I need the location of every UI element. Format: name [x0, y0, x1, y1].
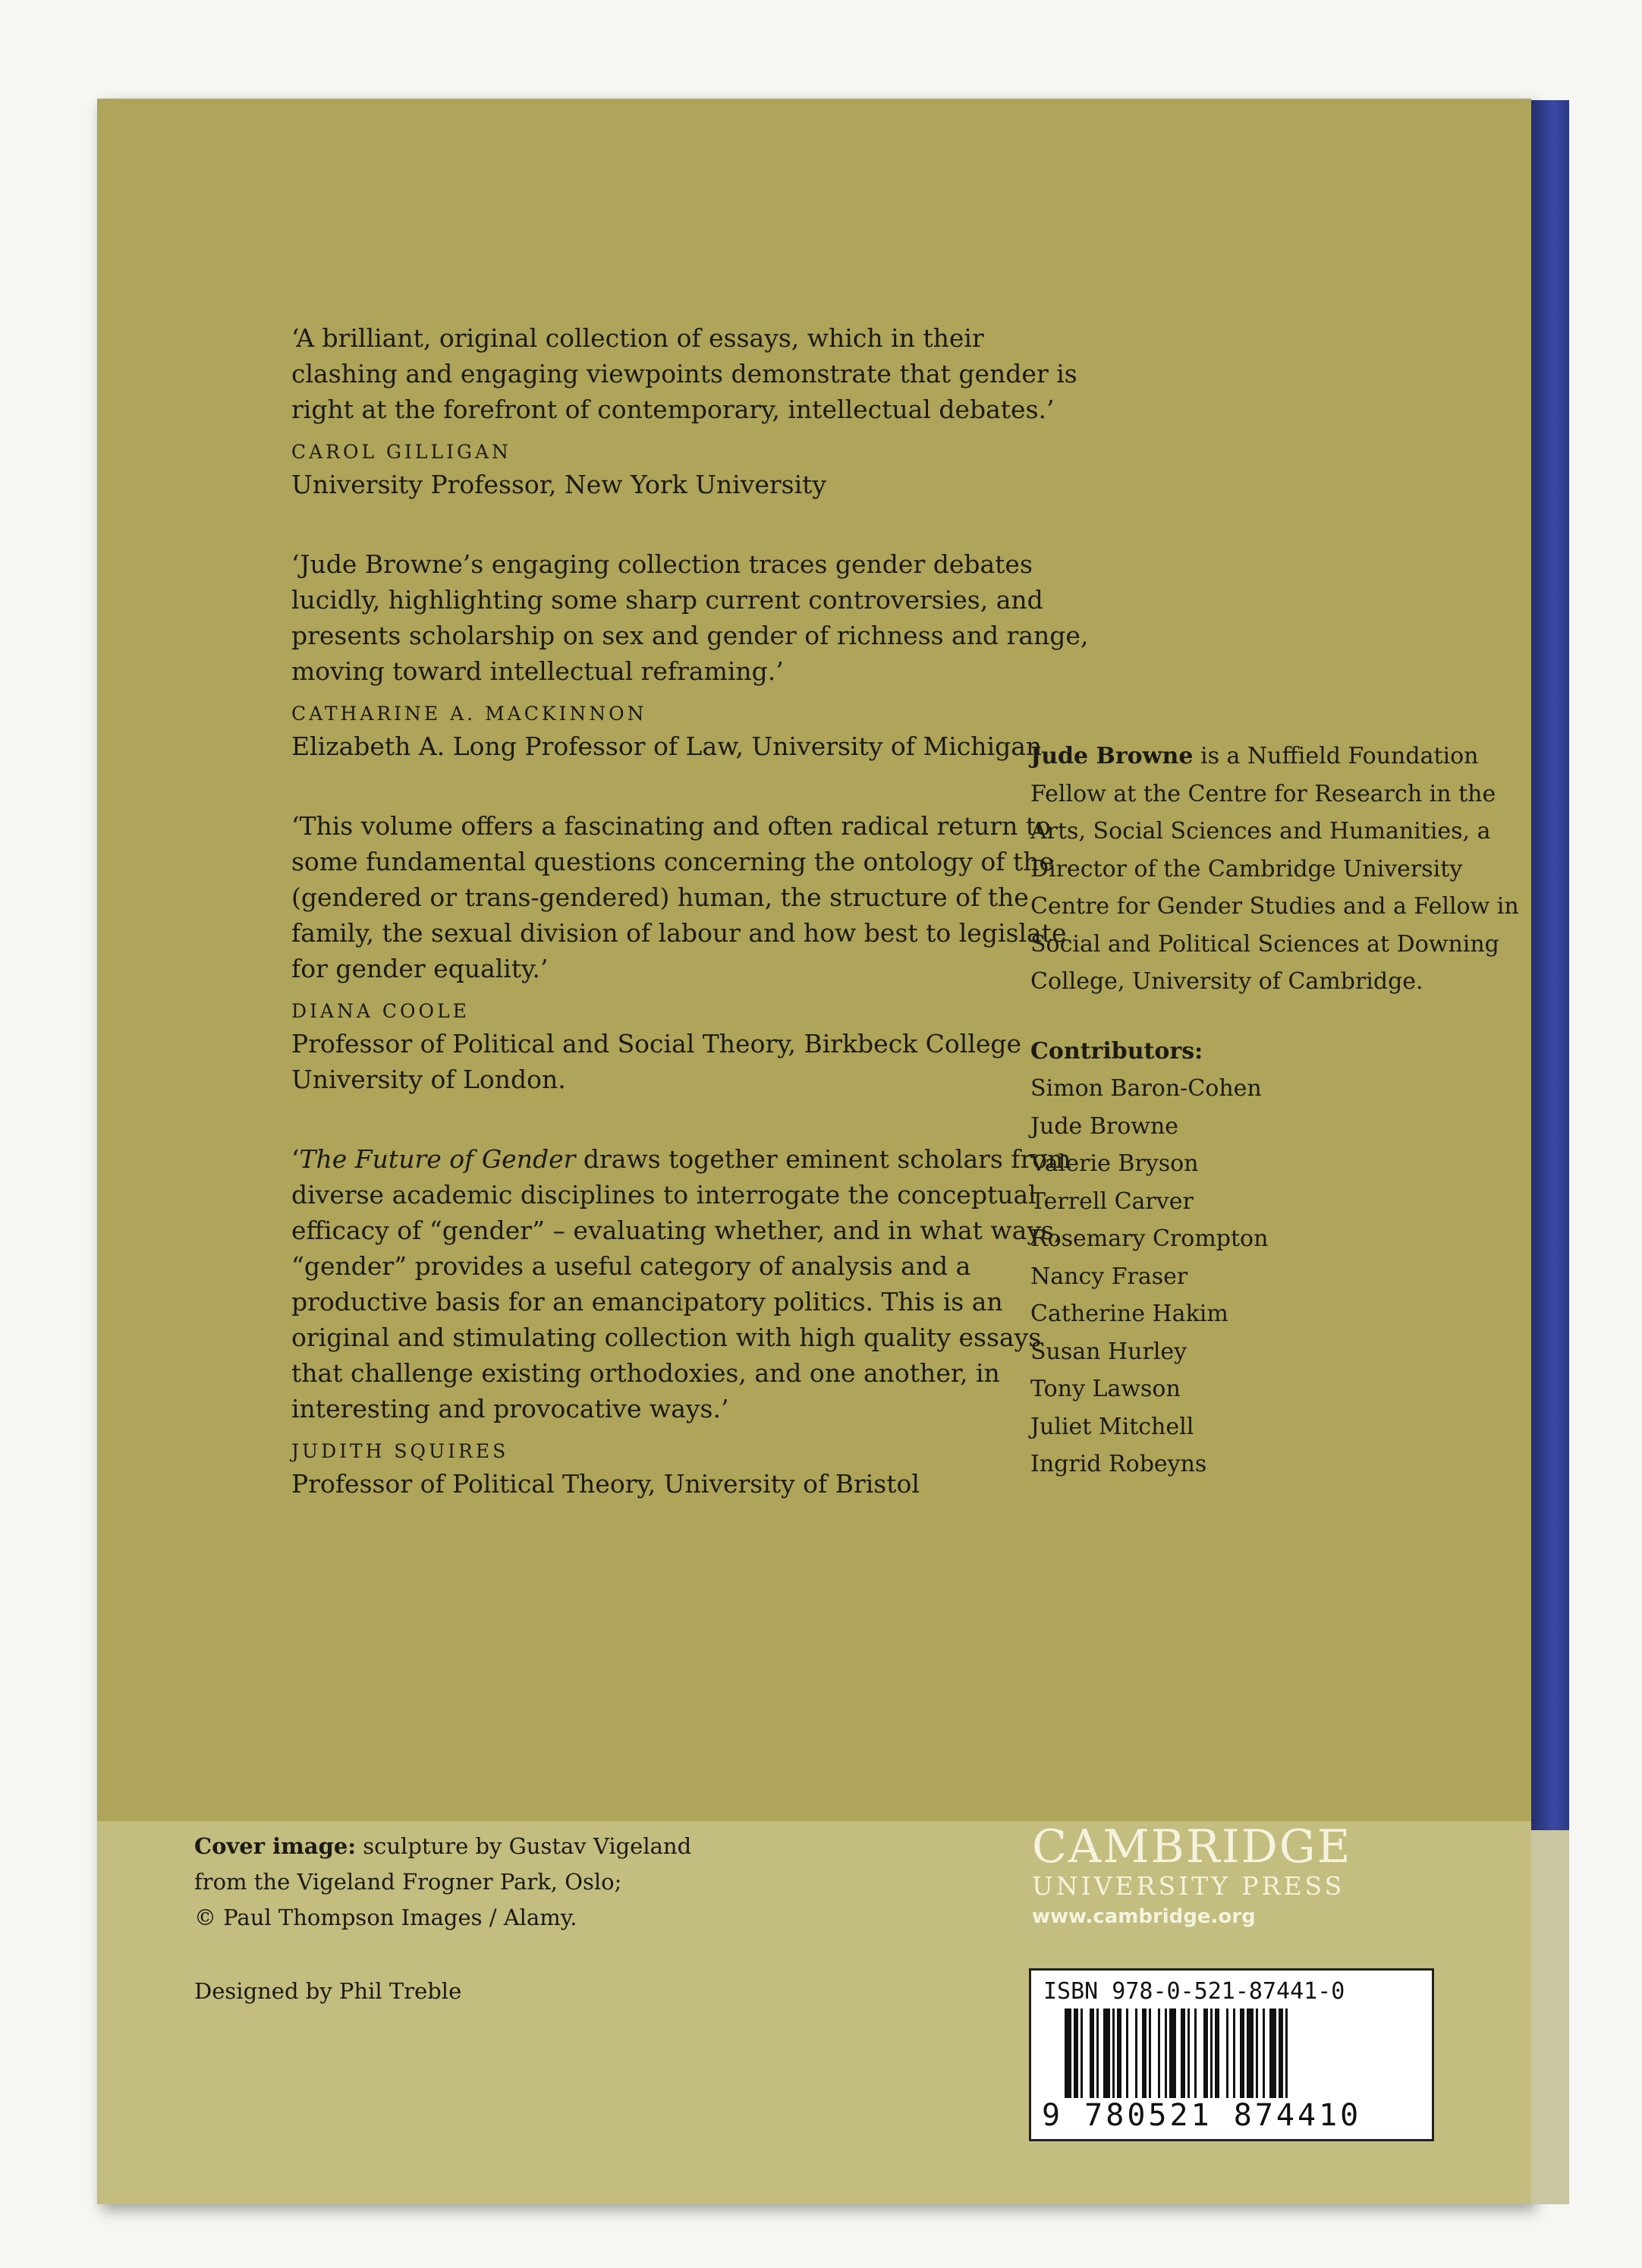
endorsement-2: [291, 546, 1096, 764]
book-title: The Future of Gender: [299, 1144, 576, 1174]
quote-text: ‘A brilliant, original collection of essays, which in their clashing and engaging viewpoints demonstrate that gender is right at the forefront of contemporary, intellectual debates.’: [291, 323, 1077, 424]
barcode-bar: [1158, 2008, 1160, 2098]
barcode-bar: [1285, 2008, 1288, 2098]
publisher-url: www.cambridge.org: [1032, 1905, 1256, 1928]
cover-image-text-3: © Paul Thompson Images / Alamy.: [194, 1905, 577, 1930]
barcode-bar: [1081, 2008, 1083, 2098]
contributor: Catherine Hakim: [1030, 1301, 1228, 1327]
barcode-icon: [1065, 2008, 1406, 2098]
barcode-bar: [1149, 2008, 1151, 2098]
barcode-bar: [1240, 2008, 1244, 2098]
publisher-logo: [1032, 1820, 1457, 1932]
quote-text: ‘Jude Browne’s engaging collection traces gender debates lucidly, highlighting some sharp current controversies, and presents scholarship on sex and gender of richness and range, moving toward intellectual reframing.’: [291, 549, 1089, 686]
contributor: Jude Browne: [1030, 1112, 1179, 1140]
endorsement-1: [291, 320, 1096, 502]
barcode-bar: [1215, 2008, 1219, 2098]
endorsement-4: [291, 1141, 1096, 1502]
contributors-heading: Contributors:: [1030, 1037, 1203, 1065]
quote-author: DIANA COOLE: [291, 1000, 470, 1022]
spine-edge: [1531, 100, 1569, 1830]
publisher-name: CAMBRIDGE: [1032, 1820, 1352, 1873]
barcode-bar: [1135, 2008, 1137, 2098]
endorsements: [291, 320, 1096, 1546]
barcode-bar: [1226, 2008, 1228, 2098]
quote-text: ‘This volume offers a fascinating and often radical return to some fundamental questions concerning the ontology of the (gendered or trans-gendered) human, the structure of the family, the sexual division of labour and how best to legislate for gender equality.’: [291, 811, 1067, 983]
contributor: Tony Lawson: [1030, 1376, 1181, 1402]
barcode-bar: [1269, 2008, 1276, 2098]
cover-credits: [194, 1829, 877, 2009]
bio-name: Jude Browne: [1030, 743, 1194, 769]
barcode-digits: 9 780521 874410: [1042, 2098, 1362, 2133]
barcode-bar: [1279, 2008, 1283, 2098]
contributor: Ingrid Robeyns: [1030, 1451, 1207, 1477]
contributor: Rosemary Crompton: [1030, 1225, 1269, 1252]
bio-text: [1030, 738, 1531, 1001]
contributor: Valerie Bryson: [1030, 1150, 1199, 1177]
quote-author-role: Professor of Political Theory, University of Bristol: [291, 1469, 920, 1499]
endorsement-3: [291, 808, 1096, 1097]
quote-author: JUDITH SQUIRES: [291, 1440, 509, 1462]
designer-credit: Designed by Phil Treble: [194, 1978, 462, 2004]
contributor: Terrell Carver: [1030, 1187, 1194, 1215]
cover-image-text: sculpture by Gustav Vigeland: [363, 1833, 692, 1859]
spine-edge-lower: [1531, 1830, 1569, 2204]
quote-author-role: University Professor, New York University: [291, 470, 827, 499]
author-bio: [1030, 738, 1531, 1483]
cover-image-label: Cover image:: [194, 1833, 357, 1859]
barcode-bar: [1233, 2008, 1235, 2098]
barcode-bar: [1169, 2008, 1176, 2098]
barcode-bar: [1090, 2008, 1094, 2098]
barcode-bar: [1142, 2008, 1147, 2098]
barcode-bar: [1256, 2008, 1258, 2098]
barcode-bar: [1112, 2008, 1115, 2098]
quote-author-role: Elizabeth A. Long Professor of Law, University of Michigan: [291, 731, 1043, 761]
barcode-bar: [1117, 2008, 1121, 2098]
barcode-bar: [1203, 2008, 1208, 2098]
contributor: Juliet Mitchell: [1030, 1413, 1194, 1440]
barcode-bar: [1247, 2008, 1254, 2098]
barcode-bar: [1210, 2008, 1213, 2098]
barcode-bar: [1096, 2008, 1099, 2098]
publisher-subtitle: UNIVERSITY PRESS: [1032, 1871, 1345, 1901]
barcode-bar: [1165, 2008, 1167, 2098]
quote-author-role: Professor of Political and Social Theory, Birkbeck College University of London.: [291, 1029, 1022, 1094]
contributor: Nancy Fraser: [1030, 1263, 1188, 1290]
bio-body: is a Nuffield Foundation Fellow at the Centre for Research in the Arts, Social Sciences and Humanities, a Director of the Cambridge University Centre for Gender Studies and a Fellow in Social and Political Sciences at Downing College, University of Cambridge.: [1030, 743, 1519, 995]
barcode-bar: [1074, 2008, 1078, 2098]
quote-text: ‘The Future of Gender draws together eminent scholars from diverse academic disciplines to interrogate the conceptual efficacy of “gender” – evaluating whether, and in what ways, “gender” provides a useful category of analysis and a productive basis for an emancipatory politics. This is an original and stimulating collection with high quality essays that challenge existing orthodoxies, and one another, in interesting and provocative ways.’: [291, 1144, 1071, 1423]
barcode-bar: [1263, 2008, 1265, 2098]
quote-author: CAROL GILLIGAN: [291, 441, 511, 463]
cover-image-credit: [194, 1829, 877, 1864]
quote-author: CATHARINE A. MACKINNON: [291, 703, 647, 725]
contributor: Simon Baron-Cohen: [1030, 1075, 1262, 1102]
barcode-bar: [1103, 2008, 1110, 2098]
contributor: Susan Hurley: [1030, 1338, 1187, 1365]
barcode-bar: [1194, 2008, 1197, 2098]
contributors-list: [1030, 1070, 1531, 1483]
barcode-bar: [1126, 2008, 1128, 2098]
barcode-bar: [1181, 2008, 1185, 2098]
quote-text-body: draws together eminent scholars from diverse academic disciplines to interrogate the conceptual efficacy of “gender” – evaluating whether, and in what ways, “gender” provides a useful category of analysis and a productive basis for an emancipatory politics. This is an original and stimulating collection with high quality essays that challenge existing orthodoxies, and one another, in interesting and provocative ways.’: [291, 1144, 1071, 1423]
isbn-label: ISBN 978-0-521-87441-0: [1043, 1978, 1345, 2005]
barcode-bar: [1187, 2008, 1190, 2098]
isbn-barcode: [1029, 1968, 1434, 2141]
barcode-bar: [1065, 2008, 1071, 2098]
cover-image-text-2: from the Vigeland Frogner Park, Oslo;: [194, 1869, 622, 1895]
